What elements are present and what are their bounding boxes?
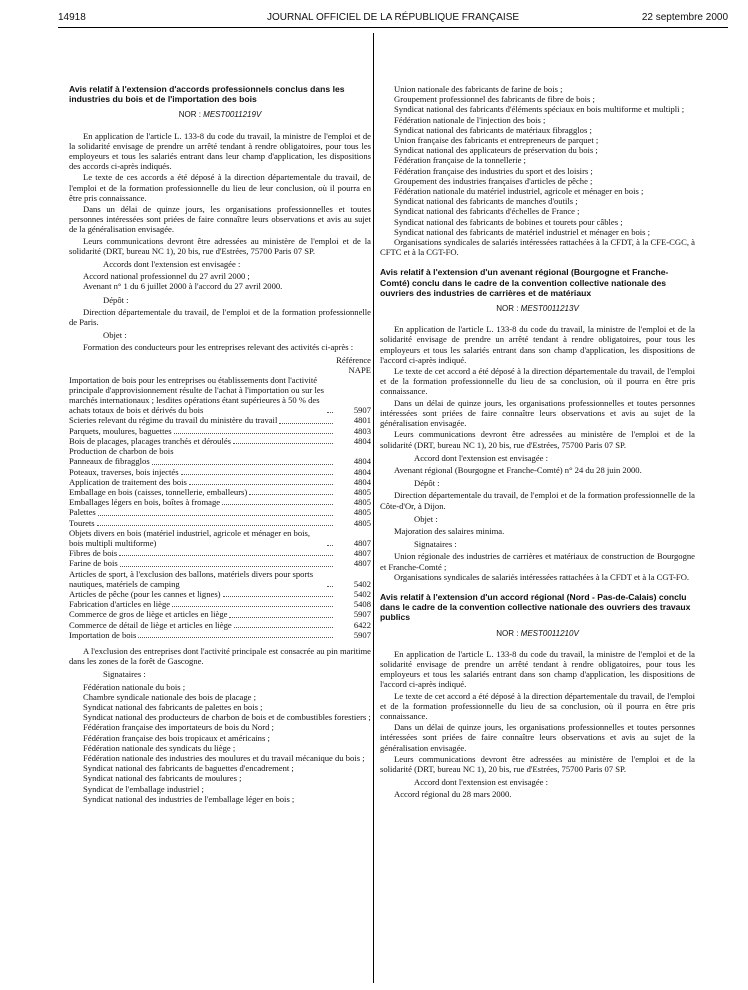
accord-label: Accord dont l'extension est envisagée : xyxy=(414,777,548,788)
dot-leader xyxy=(229,617,333,618)
nor-label: NOR : xyxy=(496,304,519,314)
reference-code: 4804 xyxy=(353,466,371,477)
avis3-paragraph: Leurs communications devront être adressées au ministère de l'emploi et de la solidarité (DRT, bureau NC 1), 20 bis, rue d'Estrées, 75700 Paris 07 SP. xyxy=(380,753,695,774)
signataire-item: Syndicat national des producteurs de charbon de bois et de combustibles forestiers ; xyxy=(83,712,371,723)
reference-row xyxy=(69,436,371,446)
depot-text: Direction départementale du travail, de l'emploi et de la formation professionnelle de Paris. xyxy=(69,306,371,328)
reference-row xyxy=(69,426,371,436)
accord-label: Accord dont l'extension est envisagée : xyxy=(414,452,548,463)
nor-label: NOR : xyxy=(496,628,519,638)
avis3-nor xyxy=(380,629,695,639)
reference-activity: Commerce de détail de liège et articles en liège xyxy=(69,619,232,630)
reference-row xyxy=(69,415,371,425)
reference-header-line: NAPE xyxy=(348,364,371,375)
avis3-paragraph: Le texte de cet accord a été déposé à la direction départementale du travail, de l'emploi et de la formation professionnelle du lieu de sa conclusion, où il pourra en être pris connaissance. xyxy=(380,690,695,721)
reference-activity: Panneaux de fibragglos xyxy=(69,456,150,467)
reference-row xyxy=(69,446,371,456)
reference-row xyxy=(69,518,371,528)
reference-activity: Scieries relevant du régime du travail du ministère du travail xyxy=(69,415,278,426)
avis2-paragraph: Leurs communications devront être adressées au ministère de l'emploi et de la solidarité (DRT, bureau NC 1), 20 bis, rue d'Estrées, 75700 Paris 07 SP. xyxy=(380,429,695,450)
reference-activity: Poteaux, traverses, bois injectés xyxy=(69,466,179,477)
dot-leader xyxy=(327,545,333,546)
signataires-label: Signataires : xyxy=(414,539,457,550)
signataire-item: Organisations syndicales de salariés intéressées rattachées à la CFDT et à la CGT-FO. xyxy=(394,571,690,582)
signataire-item: Syndicat national des applicateurs de préservation du bois ; xyxy=(394,145,598,156)
reference-activity: Emballages légers en bois, boîtes à fromage xyxy=(69,497,221,508)
reference-code xyxy=(335,446,371,456)
accord-item: Avenant n° 1 du 6 juillet 2000 à l'accord du 27 avril 2000. xyxy=(83,281,283,292)
dot-leader xyxy=(233,443,333,444)
signataire-item: Syndicat national des fabricants de manches d'outils ; xyxy=(394,196,578,207)
signataire-item: Fédération française des importateurs de bois du Nord ; xyxy=(83,722,274,733)
reference-activity: Importation de bois pour les entreprises ou établissements dont l'activité principale d'approvisionnement résulte de l'achat à l'importation ou sur les marchés internationaux ; lesdites opérations étant supérieures à 50 % des achats totaux de bois et dérivés du bois xyxy=(69,374,324,416)
signataire-item: Union française des fabricants et entrepreneurs de parquet ; xyxy=(394,135,599,146)
reference-activity: Application de traitement des bois xyxy=(69,476,187,487)
reference-activity: Bois de placages, placages tranchés et déroulés xyxy=(69,435,232,446)
header-rule xyxy=(58,27,728,28)
reference-header xyxy=(69,355,371,375)
dot-leader xyxy=(120,566,333,567)
page-header xyxy=(58,12,728,26)
reference-code: 5408 xyxy=(353,599,371,610)
signataire-item: Syndicat national des fabricants de bobines et tourets pour câbles ; xyxy=(394,216,623,227)
avis2-paragraph: En application de l'article L. 133-8 du code du travail, la ministre de l'emploi et de la solidarité envisage de prendre un arrêté tendant à rendre obligatoires, pour tous les employeurs et tous les salariés entrant dans son champ d'application, les dispositions de l'accord ci-après indiqué. xyxy=(380,324,695,365)
signataire-item: Groupement des industries françaises d'articles de pêche ; xyxy=(394,175,593,186)
nor-code: MEST0011210V xyxy=(520,628,579,638)
avis3-paragraph: Dans un délai de quinze jours, les organisations professionnelles et toutes personnes intéressées sont priées de faire connaître leurs observations et avis au sujet de la généralisation envisagée. xyxy=(380,722,695,753)
signataire-item: Syndicat national des fabricants de moulures ; xyxy=(83,773,242,784)
accord-item: Accord national professionnel du 27 avril 2000 ; xyxy=(83,271,250,282)
reference-activity: Tourets xyxy=(69,517,95,528)
reference-code: 4804 xyxy=(353,476,371,487)
reference-row xyxy=(69,569,371,589)
signataires-list-right xyxy=(380,84,695,257)
exclusion-text: A l'exclusion des entreprises dont l'activité principale est consacrée au pin maritime dans les zones de la forêt de Gascogne. xyxy=(69,645,371,667)
reference-activity: Production de charbon de bois xyxy=(69,446,174,457)
avis1-paragraph: Leurs communications devront être adressées au ministère de l'emploi et de la solidarité (DRT, bureau NC 1), 20 bis, rue d'Estrées, 75700 Paris 07 SP. xyxy=(69,235,371,256)
dot-leader xyxy=(97,525,333,526)
dot-leader xyxy=(249,494,333,495)
reference-row xyxy=(69,456,371,466)
reference-row xyxy=(69,477,371,487)
signataire-item: Groupement professionnel des fabricants de fibre de bois ; xyxy=(394,94,595,105)
column-divider xyxy=(373,33,374,983)
dot-leader xyxy=(189,484,333,485)
dot-leader xyxy=(327,586,333,587)
reference-row xyxy=(69,609,371,619)
reference-code: 4807 xyxy=(353,537,371,548)
signataire-item: Chambre syndicale nationale des bois de placage ; xyxy=(83,691,257,702)
avis3-paragraph: En application de l'article L. 133-8 du code du travail, la ministre de l'emploi et de la solidarité envisage de prendre un arrêté tendant à rendre obligatoires, pour tous les employeurs et tous les salariés entrant dans son champ d'application, les dispositions de l'accord ci-après indiqué. xyxy=(380,648,695,690)
dot-leader xyxy=(172,606,333,607)
reference-code: 4804 xyxy=(353,456,371,467)
signataire-item: Fédération française de la tonnellerie ; xyxy=(394,155,526,166)
reference-activity: Farine de bois xyxy=(69,558,118,569)
objet-text: Majoration des salaires minima. xyxy=(394,525,505,536)
reference-row xyxy=(69,620,371,630)
reference-code: 4804 xyxy=(353,435,371,446)
reference-header-line: Référence xyxy=(336,354,371,365)
reference-activity: Articles de pêche (pour les cannes et lignes) xyxy=(69,588,221,599)
signataire-item: Fédération française des industries du sport et des loisirs ; xyxy=(394,165,593,176)
reference-code: 4805 xyxy=(353,497,371,508)
depot-text: Direction départementale du travail, de l'emploi et de la formation professionnelle de la Côte-d'Or, à Dijon. xyxy=(380,490,695,511)
nor-code: MEST0011213V xyxy=(520,304,579,314)
dot-leader xyxy=(138,637,333,638)
dot-leader xyxy=(119,555,333,556)
reference-activity: Importation de bois xyxy=(69,629,137,640)
nor-label: NOR : xyxy=(178,110,201,120)
depot-label: Dépôt : xyxy=(103,294,129,305)
signataire-item: Fédération nationale de l'injection des bois ; xyxy=(394,114,546,125)
reference-row xyxy=(69,467,371,477)
accord-text: Accord régional du 28 mars 2000. xyxy=(394,789,512,800)
right-column xyxy=(380,84,695,801)
reference-activity: Articles de sport, à l'exclusion des ballons, matériels divers pour sports nautiques, matériels de camping xyxy=(69,568,314,589)
avis1-nor xyxy=(69,110,371,120)
avis2-nor xyxy=(380,304,695,314)
reference-row xyxy=(69,548,371,558)
reference-code: 4805 xyxy=(353,507,371,518)
signataire-item: Syndicat national des fabricants d'échelles de France ; xyxy=(394,206,580,217)
signataire-item: Fédération nationale du bois ; xyxy=(83,681,186,692)
reference-code: 5907 xyxy=(353,609,371,620)
reference-activity: Commerce de gros de liège et articles en liège xyxy=(69,609,228,620)
reference-code: 5907 xyxy=(353,405,371,416)
reference-code: 4807 xyxy=(353,558,371,569)
reference-row xyxy=(69,507,371,517)
signataire-item: Organisations syndicales de salariés intéressées rattachées à la CFDT, à la CFE-CGC, à CFTC et à la CGT-FO. xyxy=(380,237,695,258)
dot-leader xyxy=(222,504,333,505)
reference-code: 4807 xyxy=(353,548,371,559)
dot-leader xyxy=(234,627,333,628)
reference-activity: Parquets, moulures, baguettes xyxy=(69,425,172,436)
objet-text: Formation des conducteurs pour les entreprises relevant des activités ci-après : xyxy=(83,342,354,353)
nor-code: MEST0011219V xyxy=(203,110,262,120)
reference-code: 4805 xyxy=(353,517,371,528)
signataire-item: Syndicat national des fabricants de palettes en bois ; xyxy=(83,701,263,712)
avis1-paragraph: Dans un délai de quinze jours, les organisations professionnelles et toutes personnes intéressées sont priées de faire connaître leurs observations et avis au sujet de la généralisation envisagée. xyxy=(69,204,371,235)
signataire-item: Fédération française des bois tropicaux et américains ; xyxy=(83,732,270,743)
signataires-list-left xyxy=(69,682,371,804)
reference-activity: Emballage en bois (caisses, tonnellerie, emballeurs) xyxy=(69,486,248,497)
reference-row xyxy=(69,558,371,568)
reference-code: 5907 xyxy=(353,629,371,640)
dot-leader xyxy=(223,596,333,597)
reference-row xyxy=(69,599,371,609)
reference-code: 5402 xyxy=(353,578,371,589)
avis2-paragraph: Le texte de cet accord a été déposé à la direction départementale du travail, de l'emploi et de la formation professionnelle du lieu de sa conclusion, où il pourra en être pris connaissance. xyxy=(380,366,695,397)
journal-title: JOURNAL OFFICIEL DE LA RÉPUBLIQUE FRANÇAISE xyxy=(266,12,520,23)
dot-leader xyxy=(174,433,333,434)
reference-table xyxy=(69,375,371,640)
reference-code: 4803 xyxy=(353,425,371,436)
avis3-title: Avis relatif à l'extension d'un accord régional (Nord - Pas-de-Calais) conclu dans le cadre de la convention collective nationale des ouvriers des travaux publics xyxy=(380,591,691,623)
reference-row xyxy=(69,528,371,548)
depot-label: Dépôt : xyxy=(414,478,440,489)
signataire-item: Syndicat national des fabricants d'éléments spéciaux en bois multiforme et multipli ; xyxy=(394,104,685,115)
reference-code: 6422 xyxy=(353,619,371,630)
signataire-item: Fédération nationale des industries des moulures et du travail mécanique du bois ; xyxy=(83,752,365,763)
reference-row xyxy=(69,630,371,640)
signataire-item: Syndicat national des fabricants de baguettes d'encadrement ; xyxy=(83,763,294,774)
avis1-paragraph: En application de l'article L. 133-8 du code du travail, la ministre de l'emploi et de la solidarité envisage de prendre un arrêté tendant à rendre obligatoires, pour tous les employeurs et tous les salariés entrant dans leur champ d'application, les dispositions des accords ci-après indiqués. xyxy=(69,130,371,172)
reference-code: 4801 xyxy=(353,415,371,426)
objet-label: Objet : xyxy=(414,513,438,524)
accords-label: Accords dont l'extension est envisagée : xyxy=(103,259,241,270)
reference-row xyxy=(69,497,371,507)
signataire-item: Union nationale des fabricants de farine de bois ; xyxy=(394,84,563,94)
objet-label: Objet : xyxy=(103,330,127,341)
reference-activity: Fibres de bois xyxy=(69,548,118,559)
signataire-item: Fédération nationale des syndicats du liège ; xyxy=(83,742,236,753)
signataire-item: Syndicat national des fabricants de matériel industriel et ménager en bois ; xyxy=(394,226,651,237)
reference-activity: Palettes xyxy=(69,507,96,518)
avis2-paragraph: Dans un délai de quinze jours, les organisations professionnelles et toutes personnes intéressées sont priées de faire connaître leurs observations et avis au sujet de la généralisation envisagée. xyxy=(380,397,695,429)
dot-leader xyxy=(279,423,333,424)
signataire-item: Fédération nationale du matériel industriel, agricole et ménager en bois ; xyxy=(394,186,644,197)
reference-code: 4805 xyxy=(353,486,371,497)
avis1-paragraph: Le texte de ces accords a été déposé à la direction départementale du travail, de l'emploi et de la formation professionnelle du lieu de leur conclusion, où il pourra en être pris connaissance. xyxy=(69,172,371,203)
reference-activity: Fabrication d'articles en liège xyxy=(69,599,171,610)
reference-row xyxy=(69,589,371,599)
left-column xyxy=(69,86,371,804)
reference-row xyxy=(69,487,371,497)
dot-leader xyxy=(98,515,333,516)
dot-leader xyxy=(181,474,333,475)
reference-code: 5402 xyxy=(353,588,371,599)
dot-leader xyxy=(152,464,333,465)
signataires-label: Signataires : xyxy=(103,669,146,680)
signataire-item: Union régionale des industries de carrières et matériaux de construction de Bourgogne et Franche-Comté ; xyxy=(380,551,695,572)
signataire-item: Syndicat de l'emballage industriel ; xyxy=(83,783,204,794)
signataire-item: Syndicat national des fabricants de matériaux fibragglos ; xyxy=(394,124,592,135)
avis2-title: Avis relatif à l'extension d'un avenant régional (Bourgogne et Franche-Comté) conclu dans le cadre de la convention collective nationale des ouvriers des industries de carrières et de matériaux xyxy=(380,267,669,298)
page-number: 14918 xyxy=(58,12,86,23)
avis1-title: Avis relatif à l'extension d'accords professionnels conclus dans les industries du bois et de l'importation des bois xyxy=(69,84,345,105)
dot-leader xyxy=(327,412,333,413)
accord-text: Avenant régional (Bourgogne et Franche-Comté) n° 24 du 28 juin 2000. xyxy=(394,464,642,475)
signataire-item: Syndicat national des industries de l'emballage léger en bois ; xyxy=(83,793,295,804)
publication-date: 22 septembre 2000 xyxy=(641,12,728,23)
reference-row xyxy=(69,375,371,416)
reference-activity: Objets divers en bois (matériel industriel, agricole et ménager en bois, bois multipli multiforme) xyxy=(69,527,311,548)
